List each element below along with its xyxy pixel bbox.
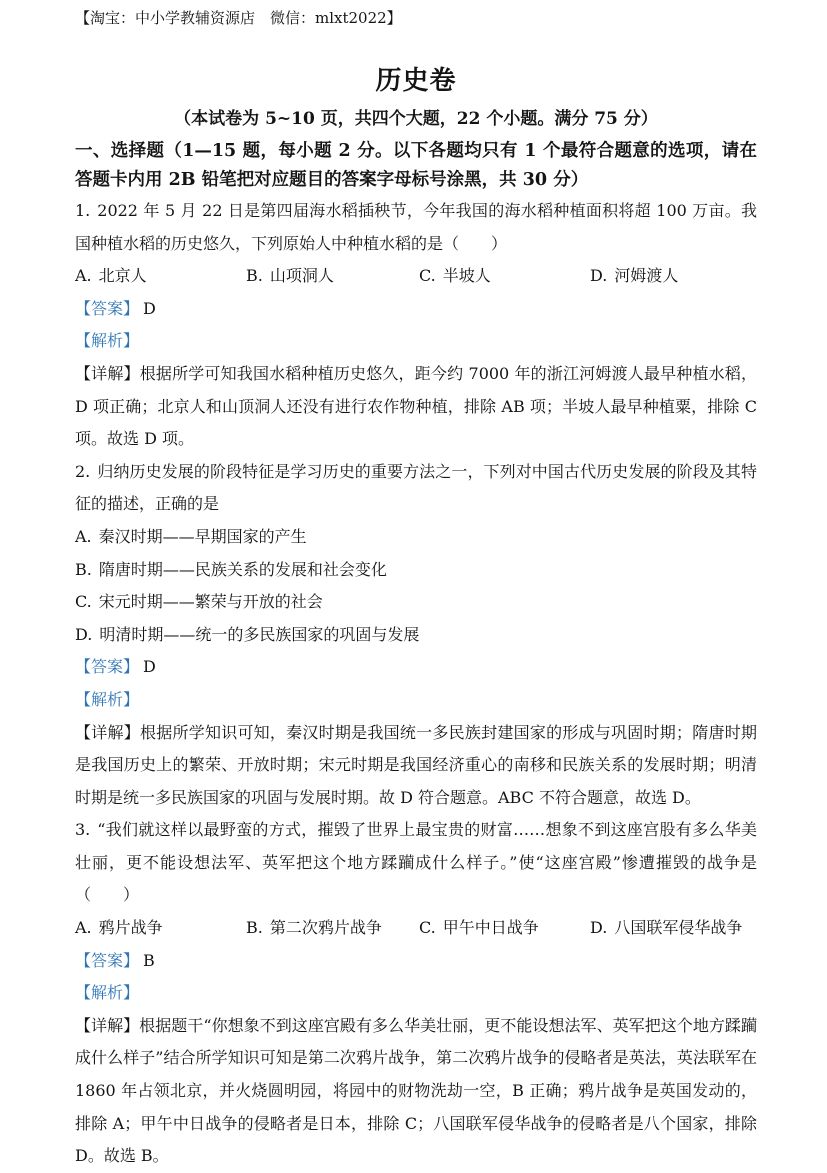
option-key: C.: [419, 266, 436, 286]
detail-paragraph: [75, 1010, 757, 1173]
answer-label: 【答案】: [75, 950, 140, 970]
option-key: C.: [419, 918, 436, 938]
question-stem: [75, 814, 757, 912]
option-b: [246, 912, 419, 945]
option-label: 半坡人: [442, 266, 491, 286]
question-number: 2.: [75, 461, 91, 481]
option-label: 鸦片战争: [98, 918, 163, 938]
option-key: A.: [75, 918, 92, 938]
answer-letter: D: [143, 298, 156, 318]
question-stem-text: 2022 年 5 月 22 日是第四届海水稻插秧节，今年我国的海水稻种植面积将超 100 万亩。我国种植水稻的历史悠久，下列原始人中种植水稻的是（ ）: [75, 201, 757, 253]
option-key: A.: [75, 526, 92, 546]
answer-line: [75, 651, 757, 684]
question-options: [75, 912, 757, 945]
option-label: 甲午中日战争: [442, 918, 539, 938]
analysis-line: [75, 684, 757, 717]
question-3: [75, 814, 757, 1173]
question-stem-text: 归纳历史发展的阶段特征是学习历史的重要方法之一，下列对中国古代历史发展的阶段及其特征的描述，正确的是: [75, 461, 757, 514]
question-stem: [75, 195, 757, 260]
detail-label: 【详解】: [75, 1015, 140, 1035]
question-2: [75, 456, 757, 815]
section-heading-choice-questions: 一、选择题（1—15 题，每小题 2 分。以下各题均只有 1 个最符合题意的选项，请在答题卡内用 2B 铅笔把对应题目的答案字母标号涂黑，共 30 分）: [75, 141, 757, 190]
question-stem-text: “我们就这样以最野蛮的方式，摧毁了世界上最宝贵的财富……想象不到这座宫股有多么华美壮丽，更不能设想法军、英军把这个地方蹂躏成什么样子。”使“这座宫殿”惨遭摧毁的战争是（ ）: [75, 820, 757, 905]
option-key: D.: [75, 624, 93, 644]
option-a: [75, 912, 246, 945]
detail-label: 【详解】: [75, 363, 140, 383]
option-key: B.: [246, 266, 263, 286]
detail-paragraph: [75, 717, 757, 815]
answer-letter: B: [143, 950, 155, 970]
answer-label: 【答案】: [75, 657, 140, 677]
option-key: A.: [75, 266, 92, 286]
option-d: [75, 619, 757, 652]
detail-text: 根据所学知识可知，秦汉时期是我国统一多民族封建国家的形成与巩固时期；隋唐时期是我国历史上的繁荣、开放时期；宋元时期是我国经济重心的南移和民族关系的发展时期；明清时期是统一多民族国家的巩固与发展时期。故 D 符合题意。ABC 不符合题意，故选 D。: [75, 722, 757, 807]
analysis-label: 【解析】: [75, 331, 140, 351]
option-c: [419, 912, 590, 945]
question-number: 1.: [75, 201, 91, 220]
question-options: [75, 260, 757, 293]
option-key: B.: [75, 559, 92, 579]
option-c: [419, 260, 590, 293]
answer-letter: D: [143, 657, 156, 677]
exam-info-subtitle: （本试卷为 5~10 页，共四个大题，22 个小题。满分 75 分）: [174, 109, 658, 129]
option-label: 秦汉时期——早期国家的产生: [98, 526, 307, 546]
option-label: 河姆渡人: [614, 266, 679, 286]
analysis-line: [75, 325, 757, 358]
detail-text: 根据所学可知我国水稻种植历史悠久，距今约 7000 年的浙江河姆渡人最早种植水稻，D 项正确；北京人和山顶洞人还没有进行农作物种植，排除 AB 项；半坡人最早种植粟，排除 C 项。故选 D 项。: [75, 363, 757, 449]
option-label: 山项洞人: [269, 266, 334, 286]
detail-paragraph: [75, 358, 757, 456]
question-1: [75, 195, 757, 456]
analysis-label: 【解析】: [75, 689, 140, 709]
option-key: D.: [590, 266, 608, 286]
option-label: 隋唐时期——民族关系的发展和社会变化: [98, 559, 387, 579]
option-a: [75, 260, 246, 293]
detail-label: 【详解】: [75, 722, 140, 742]
answer-label: 【答案】: [75, 298, 140, 318]
answer-line: [75, 945, 757, 978]
option-d: [590, 912, 757, 945]
option-label: 明清时期——统一的多民族国家的巩固与发展: [99, 624, 420, 644]
answer-line: [75, 293, 757, 326]
question-stem: [75, 456, 757, 521]
option-label: 八国联军侵华战争: [614, 918, 743, 938]
option-key: D.: [590, 918, 608, 938]
option-label: 宋元时期——繁荣与开放的社会: [98, 592, 323, 612]
analysis-line: [75, 977, 757, 1010]
option-label: 第二次鸦片战争: [269, 918, 382, 938]
option-b: [246, 260, 419, 293]
option-d: [590, 260, 757, 293]
option-key: B.: [246, 918, 263, 938]
option-key: C.: [75, 592, 92, 612]
option-a: [75, 521, 757, 554]
option-c: [75, 586, 757, 619]
option-b: [75, 554, 757, 587]
detail-text: 根据题干“你想象不到这座宫殿有多么华美壮丽，更不能设想法军、英军把这个地方蹂躏成什么样子”结合所学知识可知是第二次鸦片战争，第二次鸦片战争的侵略者是英法，英法联军在 1860 年占领北京，并火烧圆明园，将园中的财物洗劫一空，B 正确；鸦片战争是英国发动的，排除 A；甲午中日战争的侵略者是日本，排除 C；八国联军侵华战争的侵略者是八个国家，排除 D。故选 B。: [75, 1015, 757, 1166]
question-number: 3.: [75, 820, 91, 840]
page-title: 历史卷: [375, 66, 457, 96]
analysis-label: 【解析】: [75, 983, 140, 1003]
store-watermark: 【淘宝：中小学教辅资源店 微信：mlxt2022】: [75, 9, 402, 27]
option-label: 北京人: [98, 266, 147, 286]
question-options: [75, 521, 757, 651]
